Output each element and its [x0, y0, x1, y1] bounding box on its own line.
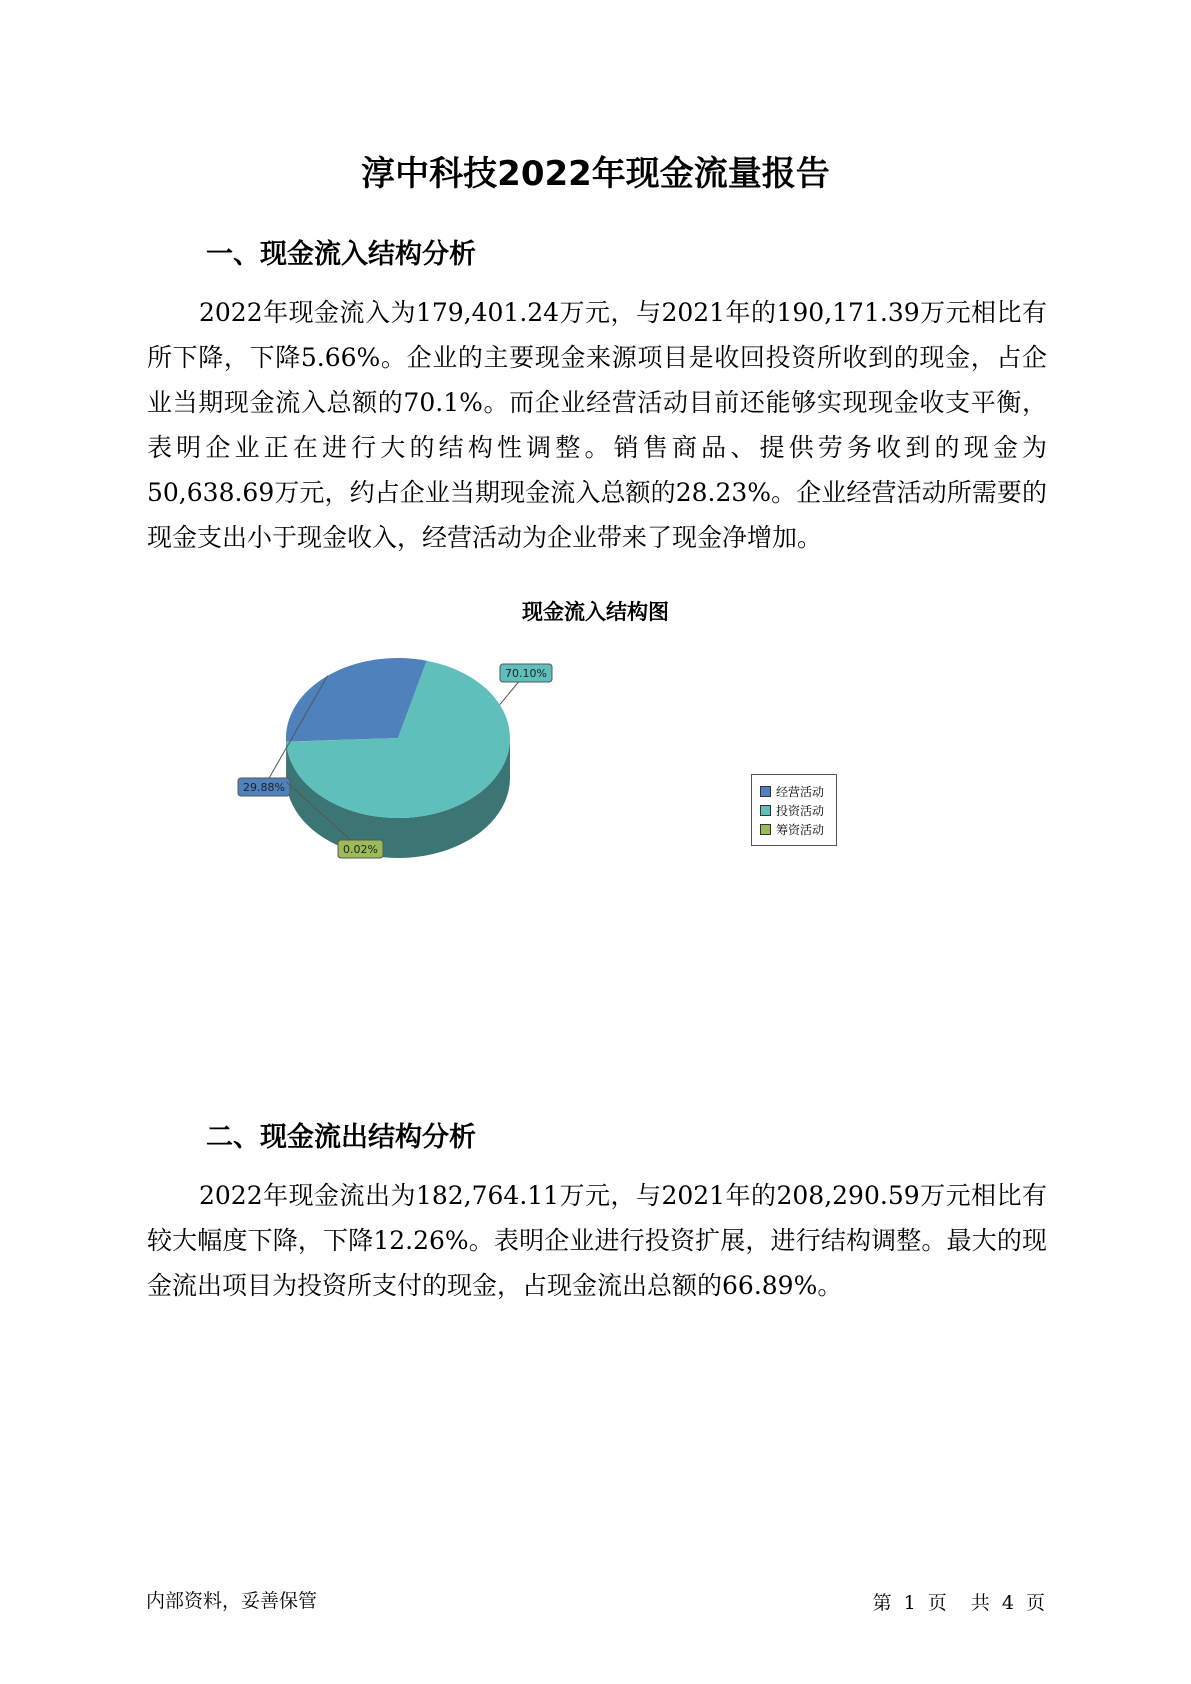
- footer-note: 内部资料，妥善保管: [146, 1590, 318, 1612]
- legend-item-operating: [760, 783, 824, 799]
- legend-swatch-operating: [760, 786, 771, 797]
- legend-label-operating: 经营活动: [776, 784, 825, 799]
- total-pages: 4: [1001, 1592, 1014, 1614]
- chart-legend: [751, 774, 837, 846]
- pie-data-label-2: 0.02%: [343, 843, 378, 856]
- paragraph-inflow: 2022年现金流入为179,401.24万元，与2021年的190,171.39万元相比有所下降，下降5.66%。企业的主要现金来源项目是收回投资所收到的现金，占企业当期现金流入总额的70.1%。而企业经营活动目前还能够实现现金收支平衡，表明企业正在进行大的结构性调整。销售商品、提供劳务收到的现金为50,638.69万元，约占企业当期现金流入总额的28.23%。企业经营活动所需要的现金支出小于现金收入，经营活动为企业带来了现金净增加。: [147, 298, 1047, 552]
- page-prefix: 第: [872, 1592, 892, 1614]
- legend-swatch-financing: [760, 824, 771, 835]
- page-title: 淳中科技2022年现金流量报告: [361, 154, 830, 194]
- section-heading-inflow: 一、现金流入结构分析: [206, 239, 476, 270]
- section-heading-outflow: 二、现金流出结构分析: [206, 1122, 476, 1153]
- page-indicator: [867, 1588, 1051, 1615]
- page-unit: 页: [927, 1592, 947, 1614]
- pie-data-label-0: 29.88%: [243, 781, 285, 794]
- chart-title: 现金流入结构图: [522, 600, 669, 624]
- total-unit: 页: [1025, 1592, 1045, 1614]
- legend-item-financing: [760, 821, 824, 837]
- legend-label-investing: 投资活动: [776, 803, 825, 818]
- legend-item-investing: [760, 802, 824, 818]
- legend-label-financing: 筹资活动: [776, 822, 825, 837]
- paragraph-outflow: 2022年现金流出为182,764.11万元，与2021年的208,290.59万元相比有较大幅度下降，下降12.26%。表明企业进行投资扩展，进行结构调整。最大的现金流出项目为投资所支付的现金，占现金流出总额的66.89%。: [147, 1181, 1047, 1300]
- total-prefix: 共: [970, 1592, 990, 1614]
- pie-data-label-1: 70.10%: [505, 667, 547, 680]
- page-number: 1: [903, 1592, 916, 1614]
- legend-swatch-investing: [760, 805, 771, 816]
- pie-chart: [230, 650, 650, 910]
